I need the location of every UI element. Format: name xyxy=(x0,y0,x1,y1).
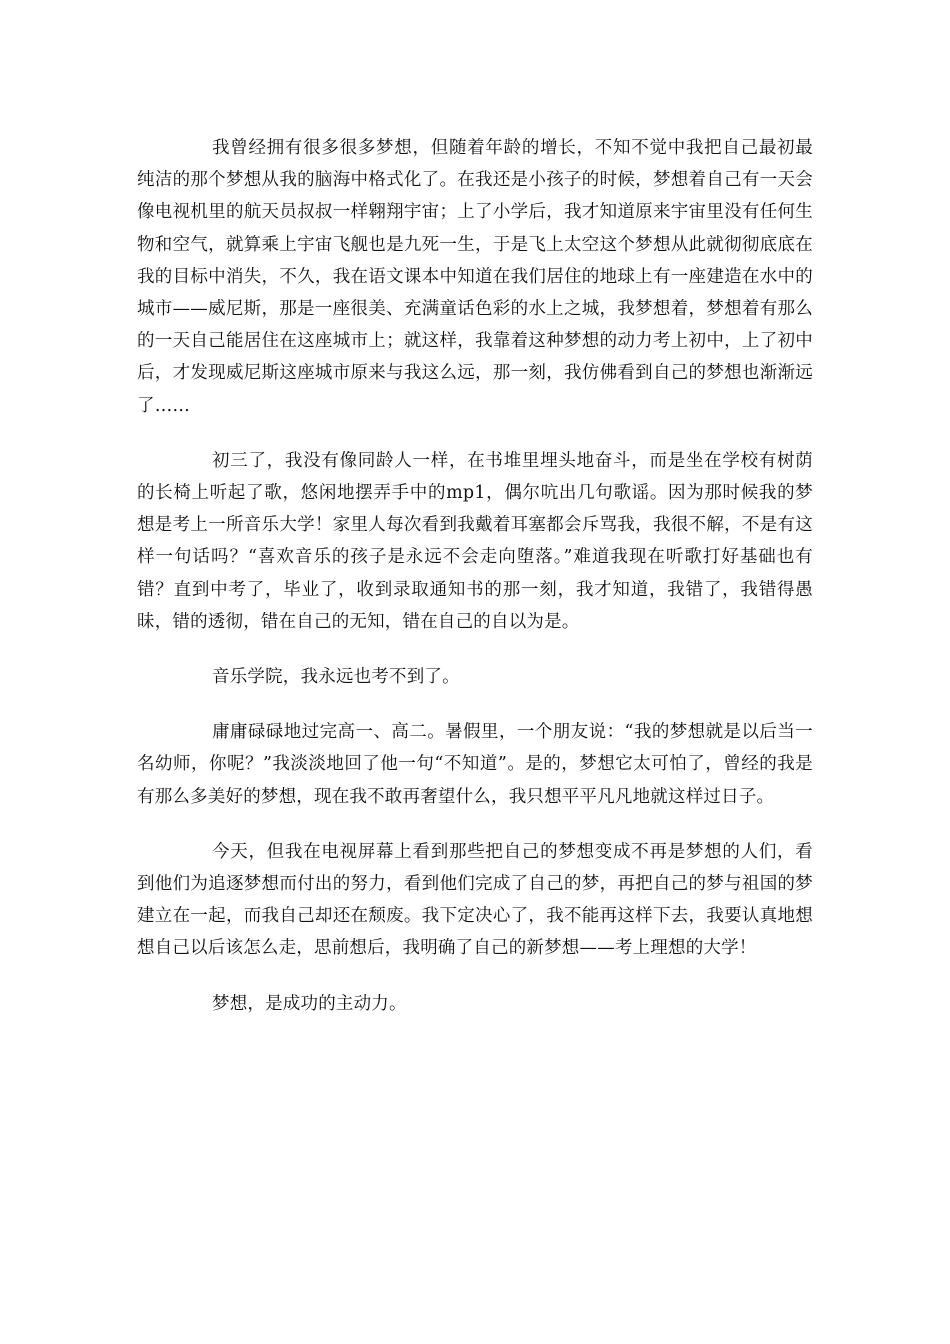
document-body xyxy=(137,132,813,1043)
paragraph-6: 梦想，是成功的主动力。 xyxy=(212,993,407,1014)
paragraph-1: 我曾经拥有很多很多梦想，但随着年龄的增长，不知不觉中我把自己最初最纯洁的那个梦想从我的脑海中格式化了。在我还是小孩子的时候，梦想着自己有一天会像电视机里的航天员叔叔一样翱翔宇宙；上了小学后，我才知道原来宇宙里没有任何生物和空气，就算乘上宇宙飞舰也是九死一生，于是飞上太空这个梦想从此就彻彻底底在我的目标中消失，不久，我在语文课本中知道在我们居住的地球上有一座建造在水中的城市——威尼斯，那是一座很美、充满童话色彩的水上之城，我梦想着，梦想着有那么的一天自己能居住在这座城市上；就这样，我靠着这种梦想的动力考上初中，上了初中后，才发现威尼斯这座城市原来与我这么远，那一刻，我仿佛看到自己的梦想也渐渐远了…… xyxy=(137,138,813,416)
paragraph-4: 庸庸碌碌地过完高一、高二。暑假里，一个朋友说：“我的梦想就是以后当一名幼师，你呢？”我淡淡地回了他一句“不知道”。是的，梦想它太可怕了，曾经的我是有那么多美好的梦想，现在我不敢再奢望什么，我只想平平凡凡地就这样过日子。 xyxy=(137,722,813,807)
paragraph-5: 今天，但我在电视屏幕上看到那些把自己的梦想变成不再是梦想的人们，看到他们为追逐梦想而付出的努力，看到他们完成了自己的梦，再把自己的梦与祖国的梦建立在一起，而我自己却还在颓废。我下定决心了，我不能再这样下去，我要认真地想想自己以后该怎么走，思前想后，我明确了自己的新梦想——考上理想的大学！ xyxy=(137,841,813,959)
paragraph-3: 音乐学院，我永远也考不到了。 xyxy=(212,667,460,688)
paragraph-2: 初三了，我没有像同龄人一样，在书堆里埋头地奋斗，而是坐在学校有树荫的长椅上听起了歌，悠闲地摆弄手中的mp1，偶尔吭出几句歌谣。因为那时候我的梦想是考上一所音乐大学！家里人每次看到我戴着耳塞都会斥骂我，我很不解，不是有这样一句话吗？“喜欢音乐的孩子是永远不会走向堕落。”难道我现在听歌打好基础也有错？直到中考了，毕业了，收到录取通知书的那一刻，我才知道，我错了，我错得愚昧，错的透彻，错在自己的无知，错在自己的自以为是。 xyxy=(137,450,813,632)
